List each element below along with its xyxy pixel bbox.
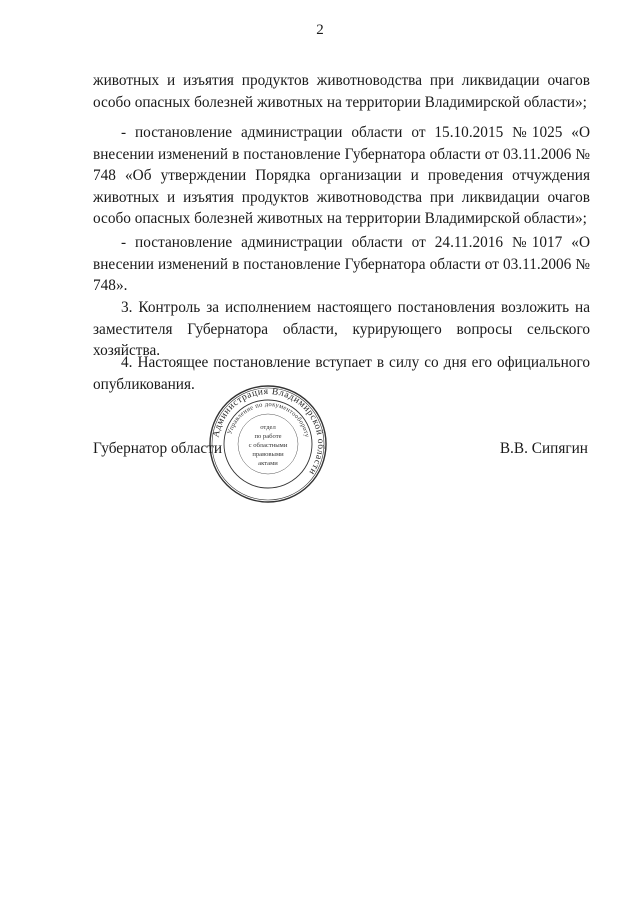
paragraph-text: - постановление администрации области от 15.10.2015 №1025 «О внесении изменений в постановление Губернатора области от 03.11.2006 № 748 «Об утверждении Порядка организации и проведения отчуждения животных и изъятия продуктов животноводства при ликвидации очагов особо опасных болезней животных на территории Владимирской области»; xyxy=(93,124,590,227)
signature-name: В.В. Сипягин xyxy=(499,440,588,457)
page-number: 2 xyxy=(316,22,324,38)
stamp-center-line: с областными xyxy=(248,442,288,449)
stamp-outer-text: Администрация Владимирской области xyxy=(211,386,326,477)
paragraph-amendment-2016 xyxy=(93,232,590,297)
signature-position: Губернатор области xyxy=(93,440,223,457)
paragraph-text: - постановление администрации области от 24.11.2016 №1017 «О внесении изменений в постановление Губернатора области от 03.11.2006 № 748». xyxy=(93,234,590,294)
paragraph-amendment-2015 xyxy=(93,122,590,230)
paragraph-continuation xyxy=(93,70,590,113)
official-stamp xyxy=(205,385,331,503)
stamp-center-line: актами xyxy=(258,460,278,467)
stamp-center-line: по работе xyxy=(254,433,282,440)
stamp-center-line: правовыми xyxy=(252,451,284,458)
stamp-inner-text: Управление по документообороту xyxy=(226,400,311,439)
paragraph-text: животных и изъятия продуктов животноводства при ликвидации очагов особо опасных болезней животных на территории Владимирской области»; xyxy=(93,72,590,111)
stamp-center-line: отдел xyxy=(260,424,276,431)
paragraph-text: 3. Контроль за исполнением настоящего постановления возложить на заместителя Губернатора области, курирующего вопросы сельского хозяйства. xyxy=(93,299,590,359)
paragraph-effective-date xyxy=(93,352,590,395)
paragraph-text: 4. Настоящее постановление вступает в силу со дня его официального опубликования. xyxy=(93,354,590,393)
